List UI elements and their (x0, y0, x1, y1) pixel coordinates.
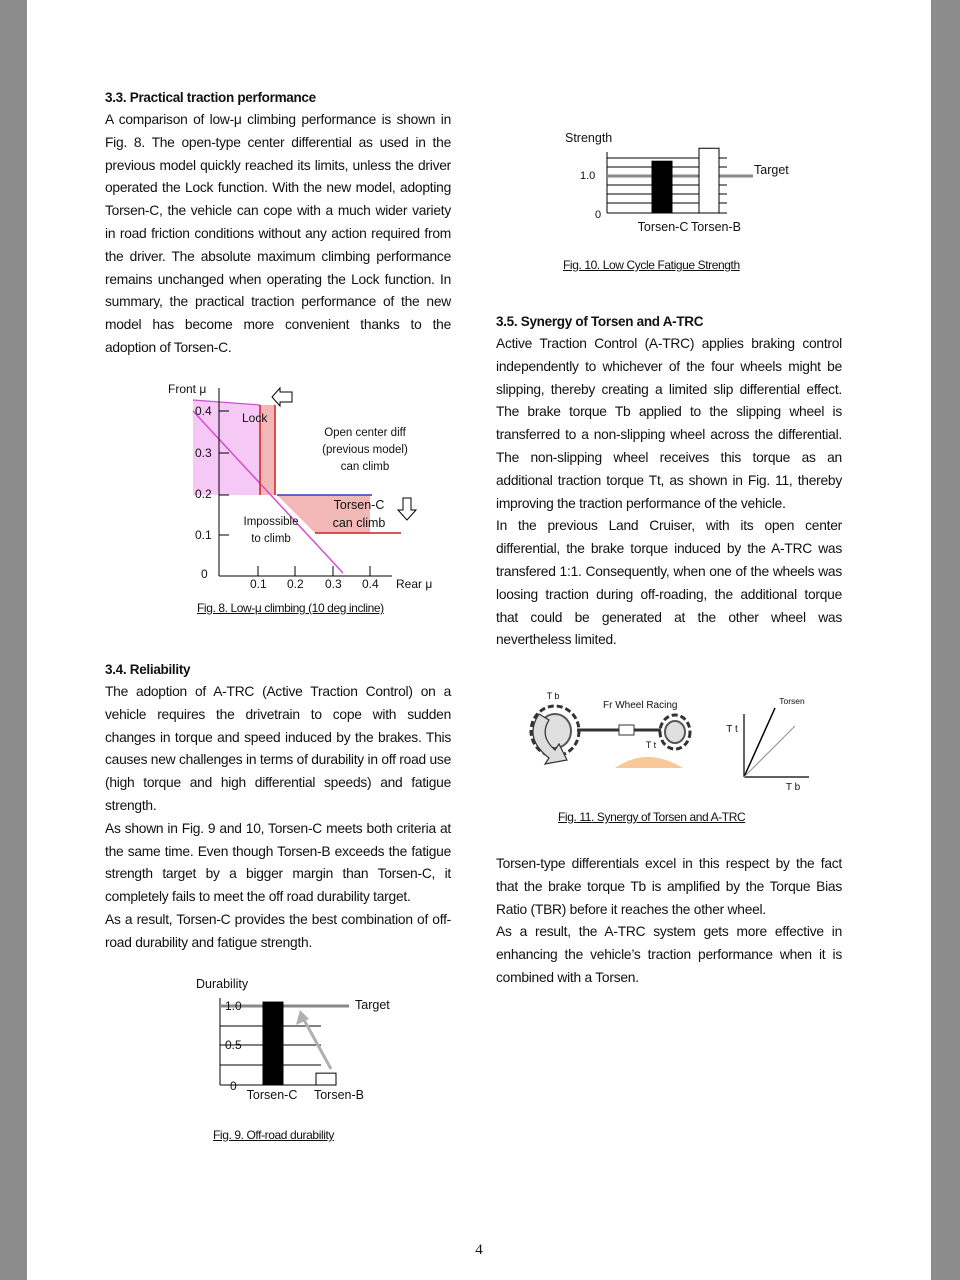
section-heading: 3.3. Practical traction performance (105, 90, 316, 105)
y-tick-label: 0 (595, 209, 602, 221)
category-label: Torsen-C (246, 1088, 298, 1102)
section-3-5-continued (496, 853, 842, 990)
tb-axis-label: T b (785, 782, 801, 793)
bar-torsen-c (652, 161, 672, 213)
section-paragraph: Torsen-type differentials excel in this respect by the fact that the brake torque Tb is amplified by the Torque Bias Ratio (TBR) before it reaches the other wheel. (496, 856, 842, 917)
tt-axis-label: T t (726, 724, 738, 735)
section-3-3 (105, 86, 451, 360)
torsen-line (744, 708, 775, 777)
section-heading: 3.4. Reliability (105, 662, 191, 677)
section-heading: 3.5. Synergy of Torsen and A-TRC (496, 314, 704, 329)
y-tick-label: 0 (230, 1079, 237, 1093)
y-tick-label: 1.0 (225, 999, 242, 1013)
section-paragraph: As a result, the A-TRC system gets more effective in enhancing the vehicle’s traction performance when it is combined with a Torsen. (496, 924, 842, 985)
bar-torsen-b (699, 148, 719, 213)
figure-8-chart (137, 378, 437, 598)
page-number: 4 (475, 1242, 483, 1258)
tt-label: T t (645, 740, 657, 750)
lock-label: Lock (242, 411, 268, 425)
bar-torsen-c (263, 1002, 283, 1085)
open-diff-label: Open center diff (324, 427, 406, 439)
target-label: Target (355, 998, 390, 1012)
section-3-4 (105, 658, 451, 955)
section-paragraph: As a result, Torsen-C provides the best combination of off-road durability and fatigue strength. (105, 911, 451, 950)
target-label: Target (754, 163, 789, 177)
origin-label: 0 (201, 567, 208, 581)
figure-11-caption: Fig. 11. Synergy of Torsen and A-TRC (558, 810, 746, 824)
y-axis-label: Durability (196, 977, 249, 991)
section-paragraph: The adoption of A-TRC (Active Traction Control) on a vehicle requires the drivetrain to cope with sudden changes in torque and speed induced by the brakes. This causes new challenges in terms of durability in off road use (high torque and high differential speeds) and fatigue strength. (105, 684, 451, 813)
torsen-curve-label: Torsen (779, 696, 805, 706)
figure-8-caption: Fig. 8. Low-μ climbing (10 deg incline) (197, 601, 384, 615)
torsen-down-arrow-icon (398, 498, 416, 520)
y-tick-label: 0.3 (195, 446, 212, 460)
y-tick-label: 0.1 (195, 528, 212, 542)
figure-10-chart (561, 126, 801, 238)
tb-label: T b (546, 691, 560, 701)
y-axis-label: Front μ (168, 382, 207, 396)
open-diff-label: (previous model) (322, 444, 408, 456)
section-body: A comparison of low-μ climbing performance is shown in Fig. 8. The open-type center differential as used in the previous model quickly reached its limits, unless the driver operated the Lock function. With the new model, adopting Torsen-C, the vehicle can cope with a much wider variety in road friction conditions without any action required from the driver. The absolute maximum climbing performance remains unchanged when operating the Lock function. In summary, the practical traction performance of the new model has become more convenient thanks to the adoption of Torsen-C. (105, 112, 451, 355)
category-label: Torsen-B (313, 1088, 365, 1102)
impossible-label: to climb (251, 533, 291, 545)
section-paragraph: In the previous Land Cruiser, with its open center differential, the brake torque induced by the A-TRC was transfered 1:1. Consequently, when one of the wheels was loosing traction during off-roading, the additional torque that could be generated at the other wheel was nevertheless limited. (496, 518, 842, 648)
ground-mound (615, 757, 683, 768)
category-label: Torsen-C (637, 220, 689, 234)
document-page (27, 0, 931, 1280)
x-tick-label: 0.4 (362, 577, 379, 591)
category-label: Torsen-B (690, 220, 742, 234)
y-tick-label: 0.5 (225, 1038, 242, 1052)
differential-box (619, 725, 634, 735)
x-axis-label: Rear μ (396, 577, 433, 591)
open-diff-label: can climb (340, 461, 390, 473)
x-tick-label: 0.3 (325, 577, 342, 591)
y-axis-label: Strength (565, 131, 613, 145)
torsen-label: can climb (332, 516, 386, 530)
y-tick-label: 1.0 (580, 170, 596, 182)
section-paragraph: As shown in Fig. 9 and 10, Torsen-C meets both criteria at the same time. Even though Torsen-B exceeds the fatigue strength target by a bigger margin than Torsen-C, it completely fails to meet the off road durability target. (105, 820, 451, 905)
right-wheel-icon (660, 715, 690, 749)
torsen-label: Torsen-C (333, 498, 385, 512)
impossible-label: Impossible (243, 516, 299, 528)
x-tick-label: 0.1 (250, 577, 267, 591)
open-diff-line (744, 726, 795, 777)
section-3-5 (496, 310, 842, 652)
section-paragraph: Active Traction Control (A-TRC) applies braking control independently to whichever of the four wheels might be slipping, thereby creating a limited slip differential effect. The brake torque Tb applied to the slipping wheel is transferred to a non-slipping wheel across the differential. The non-slipping wheel receives this torque as an additional traction torque Tt, as shown in Fig. 11, thereby improving the traction performance of the vehicle. (496, 336, 842, 511)
y-tick-label: 0.4 (195, 404, 212, 418)
lock-arrow-icon (272, 388, 292, 406)
figure-9-caption: Fig. 9. Off-road durability (213, 1128, 335, 1142)
bar-torsen-b (316, 1073, 336, 1085)
figure-9-chart (163, 972, 390, 1107)
x-tick-label: 0.2 (287, 577, 304, 591)
figure-10-caption: Fig. 10. Low Cycle Fatigue Strength (563, 258, 740, 272)
figure-11-diagram (517, 686, 817, 796)
y-tick-label: 0.2 (195, 487, 212, 501)
fr-wheel-racing-label: Fr Wheel Racing (603, 700, 678, 711)
x-ticks (258, 566, 370, 576)
